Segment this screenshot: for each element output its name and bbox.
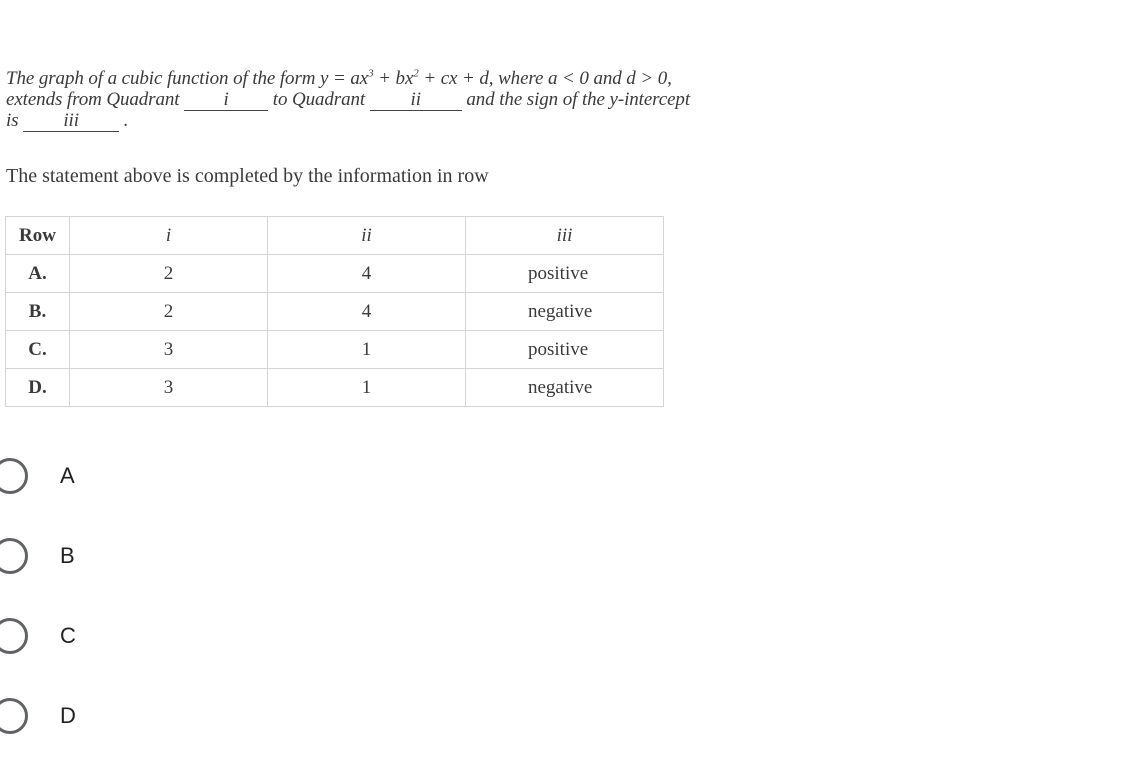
table-row bbox=[6, 331, 664, 369]
cell-ii: 4 bbox=[268, 293, 466, 331]
row-label: C. bbox=[6, 331, 70, 369]
cell-i: 2 bbox=[70, 293, 268, 331]
header-iii: iii bbox=[466, 217, 664, 255]
table-row bbox=[6, 255, 664, 293]
cell-iii: positive bbox=[466, 331, 664, 369]
cell-iii: negative bbox=[466, 369, 664, 407]
question-statement bbox=[6, 66, 836, 129]
option-b[interactable] bbox=[0, 536, 200, 576]
option-label[interactable]: A bbox=[60, 463, 75, 488]
option-c[interactable] bbox=[0, 616, 200, 656]
cell-ii: 1 bbox=[268, 369, 466, 407]
blank-iii: iii bbox=[23, 112, 119, 132]
question-text: + cx + d, where a < 0 and d > 0, bbox=[418, 68, 672, 89]
table-row bbox=[6, 293, 664, 331]
header-ii: ii bbox=[268, 217, 466, 255]
question-text: and the sign of the y-intercept bbox=[461, 89, 690, 110]
radio-circle-icon[interactable] bbox=[0, 698, 28, 734]
header-i: i bbox=[70, 217, 268, 255]
question-prompt: The statement above is completed by the information in row bbox=[6, 165, 489, 187]
cell-i: 3 bbox=[70, 331, 268, 369]
table-header-row bbox=[6, 217, 664, 255]
row-label: D. bbox=[6, 369, 70, 407]
cell-iii: positive bbox=[466, 255, 664, 293]
option-a[interactable] bbox=[0, 456, 200, 496]
question-line-3 bbox=[6, 108, 836, 129]
question-line-2 bbox=[6, 87, 836, 108]
question-text: to Quadrant bbox=[268, 89, 370, 110]
option-label[interactable]: C bbox=[60, 623, 76, 648]
answer-table bbox=[5, 216, 664, 407]
table-row bbox=[6, 369, 664, 407]
question-text: is bbox=[6, 110, 24, 131]
question-text: extends from Quadrant bbox=[6, 89, 185, 110]
cell-ii: 4 bbox=[268, 255, 466, 293]
cell-i: 2 bbox=[70, 255, 268, 293]
cell-ii: 1 bbox=[268, 331, 466, 369]
header-row: Row bbox=[6, 217, 70, 255]
cell-i: 3 bbox=[70, 369, 268, 407]
radio-circle-icon[interactable] bbox=[0, 458, 28, 494]
cell-iii: negative bbox=[466, 293, 664, 331]
question-text: The graph of a cubic function of the form y = ax bbox=[6, 68, 369, 89]
option-label[interactable]: D bbox=[60, 703, 76, 728]
option-d[interactable] bbox=[0, 696, 200, 736]
question-text: + bx bbox=[373, 68, 414, 89]
radio-circle-icon[interactable] bbox=[0, 538, 28, 574]
radio-circle-icon[interactable] bbox=[0, 618, 28, 654]
row-label: A. bbox=[6, 255, 70, 293]
question-text: . bbox=[119, 110, 129, 131]
question-line-1 bbox=[6, 66, 836, 87]
exponent: 2 bbox=[413, 67, 419, 80]
row-label: B. bbox=[6, 293, 70, 331]
option-label[interactable]: B bbox=[60, 543, 75, 568]
blank-i: i bbox=[184, 91, 268, 111]
exponent: 3 bbox=[368, 67, 374, 80]
blank-ii: ii bbox=[370, 91, 462, 111]
